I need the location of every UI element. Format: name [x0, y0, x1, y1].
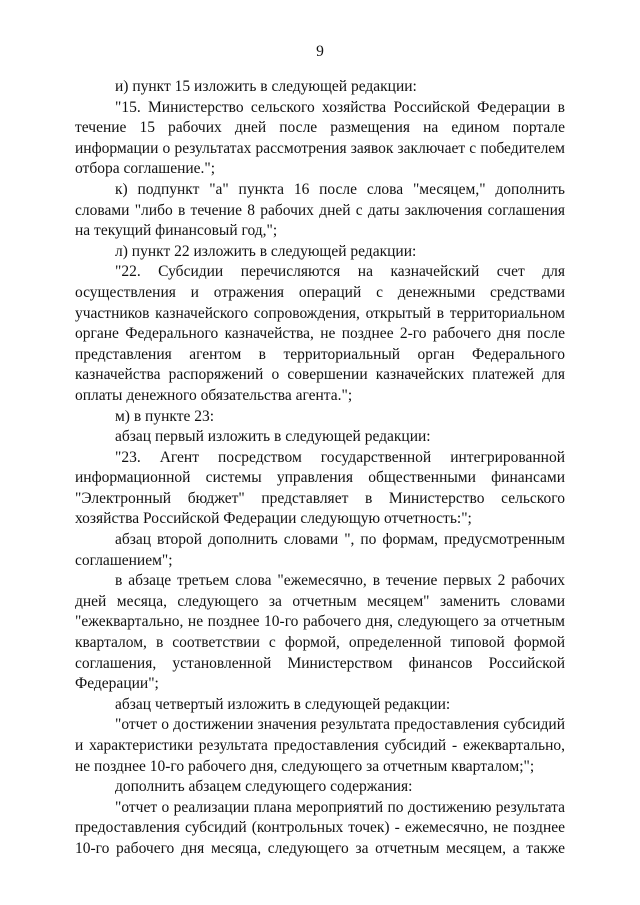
paragraph-item-k: к) подпункт "а" пункта 16 после слова "месяцем," дополнить словами "либо в течение 8 рабочих дней с даты заключения соглашения на текущий финансовый год,";	[75, 180, 565, 240]
paragraph-item-l: л) пункт 22 изложить в следующей редакции:	[115, 242, 417, 260]
page-number: 9	[316, 43, 324, 60]
paragraph-second-abzac: абзац второй дополнить словами ", по формам, предусмотренным соглашением";	[75, 531, 565, 569]
paragraph-plan-report-text: "отчет о реализации плана мероприятий по достижению результата предоставления субсидий (контрольных точек) - ежемесячно, не позднее 10-го рабочего дня месяца, следующего за отчетным месяцем, а также	[75, 798, 565, 857]
paragraph-point-22-text: "22. Субсидии перечисляются на казначейский счет для осуществления и отражения операций с денежными средствами участников казначейского сопровождения, открытый в территориальном органе Федерального казначейства, не позднее 2-го рабочего дня после представления агентом в территориальный орган Федерального казначейства распоряжений о совершении казначейских платежей для оплаты денежного обязательства агента.";	[75, 263, 565, 404]
paragraph-item-m: м) в пункте 23:	[115, 407, 215, 425]
paragraph-point-23-text: "23. Агент посредством государственной интегрированной информационной системы управления общественными финансами "Электронный бюджет" представляет в Министерство сельского хозяйства Российской Федерации следующую отчетность:";	[75, 448, 565, 528]
paragraph-first-abzac: абзац первый изложить в следующей редакции:	[115, 428, 431, 446]
paragraph-item-i: и) пункт 15 изложить в следующей редакции:	[115, 78, 417, 95]
paragraph-fourth-abzac: абзац четвертый изложить в следующей редакции:	[115, 695, 451, 713]
paragraph-report-text: "отчет о достижении значения результата предоставления субсидий и характеристики результата предоставления субсидий - ежеквартально, не позднее 10-го рабочего дня, следующего за отчетным кварталом;";	[75, 716, 565, 775]
paragraph-add-abzac: дополнить абзацем следующего содержания:	[115, 778, 413, 796]
document-body	[75, 77, 565, 860]
paragraph-third-abzac: в абзаце третьем слова "ежемесячно, в течение первых 2 рабочих дней месяца, следующего за отчетным месяцем" заменить словами "ежеквартально, не позднее 10-го рабочего дня, следующего за отчетным кварталом, в соответствии с формой, определенной типовой формой соглашения, установленной Министерством финансов Российской Федерации";	[75, 572, 565, 693]
paragraph-point-15-text: "15. Министерство сельского хозяйства Российской Федерации в течение 15 рабочих дней после размещения на едином портале информации о результатах рассмотрения заявок заключает с победителем отбора соглашение.";	[75, 98, 565, 178]
